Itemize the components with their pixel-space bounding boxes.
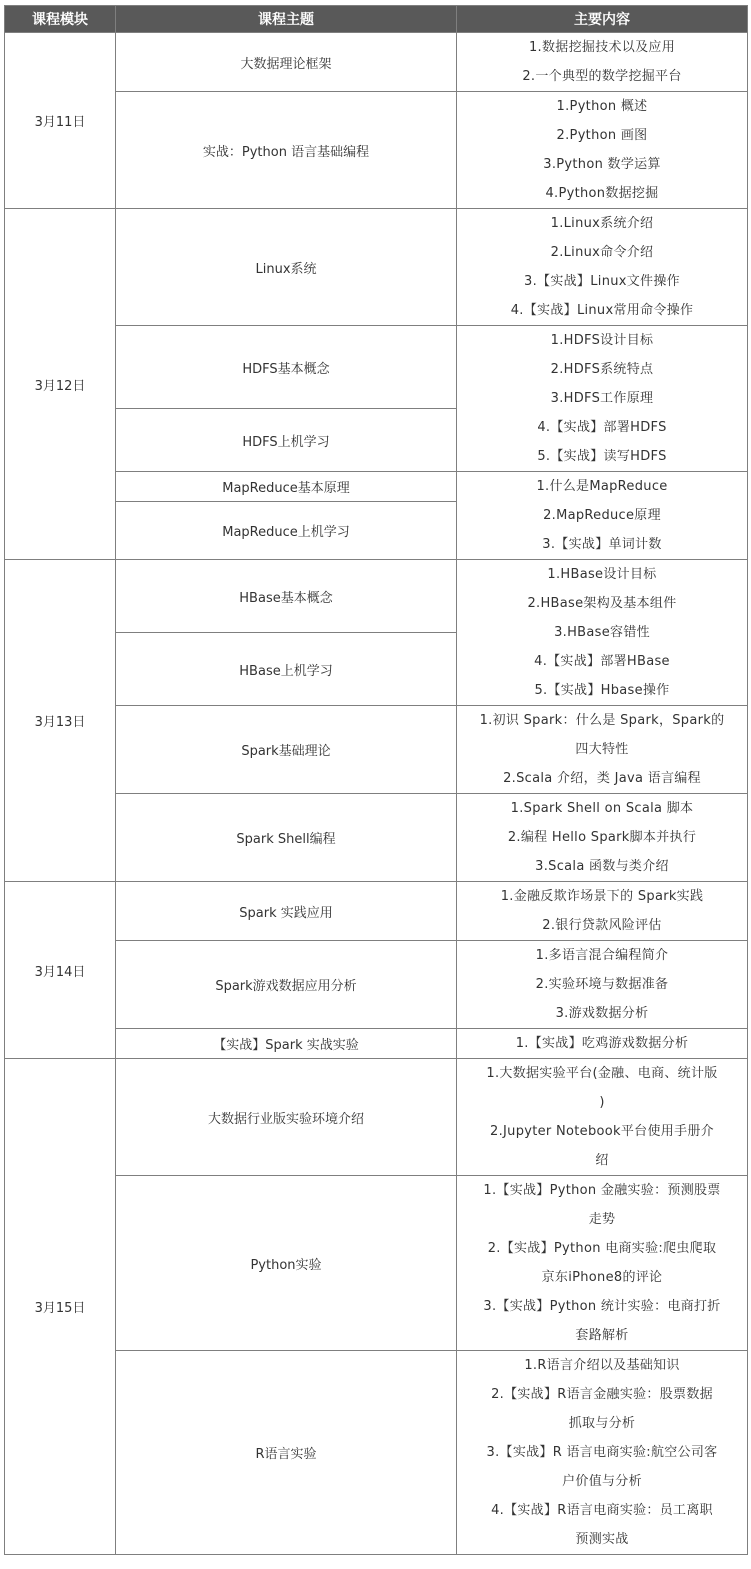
- header-module: 课程模块: [5, 6, 116, 33]
- content-line: 3.Scala 函数与类介绍: [535, 859, 669, 874]
- content-line: 2.【实战】R语言金融实验：股票数据: [491, 1387, 713, 1402]
- content-cell: [457, 33, 748, 92]
- content-line: 3.Python 数学运算: [543, 157, 661, 172]
- topic-cell: HDFS上机学习: [116, 409, 457, 472]
- content-line: 3.游戏数据分析: [555, 1006, 649, 1021]
- content-line: 1.多语言混合编程简介: [535, 948, 669, 963]
- content-line: 5.【实战】读写HDFS: [537, 449, 667, 464]
- content-cell: [457, 209, 748, 326]
- table-row: [5, 1029, 748, 1059]
- content-line: 2.Linux命令介绍: [550, 245, 654, 260]
- content-line: 4.【实战】部署HBase: [534, 654, 670, 669]
- content-line: 3.HDFS工作原理: [550, 391, 654, 406]
- content-line: 2.MapReduce原理: [543, 508, 661, 523]
- content-cell: [457, 882, 748, 941]
- content-cell: [457, 326, 748, 472]
- topic-cell: HDFS基本概念: [116, 326, 457, 409]
- topic-cell: 大数据理论框架: [116, 33, 457, 92]
- header-content: 主要内容: [457, 6, 748, 33]
- topic-cell: Spark游戏数据应用分析: [116, 941, 457, 1029]
- content-line: 3.HBase容错性: [554, 625, 650, 640]
- content-line: 5.【实战】Hbase操作: [534, 683, 670, 698]
- content-line: 2.Python 画图: [556, 128, 648, 143]
- content-line: 1.数据挖掘技术以及应用: [528, 40, 675, 55]
- content-line: 4.【实战】R语言电商实验：员工离职: [491, 1503, 713, 1518]
- table-row: [5, 794, 748, 882]
- content-line: 1.R语言介绍以及基础知识: [524, 1358, 680, 1373]
- topic-cell: Linux系统: [116, 209, 457, 326]
- content-line: 1.HDFS设计目标: [550, 333, 654, 348]
- header-topic: 课程主题: [116, 6, 457, 33]
- topic-cell: 实战：Python 语言基础编程: [116, 92, 457, 209]
- table-row: [5, 941, 748, 1029]
- content-line: 2.HBase架构及基本组件: [527, 596, 677, 611]
- date-cell: 3月13日: [5, 560, 116, 882]
- content-cell: [457, 1059, 748, 1176]
- content-line: 3.【实战】Python 统计实验：电商打折: [483, 1299, 721, 1314]
- content-line: 2.银行贷款风险评估: [542, 918, 662, 933]
- table-row: [5, 560, 748, 633]
- content-line: 3.【实战】R 语言电商实验:航空公司客: [486, 1445, 718, 1460]
- content-line: 1.Spark Shell on Scala 脚本: [510, 801, 694, 816]
- table-row: [5, 1176, 748, 1351]
- content-line: 绍: [595, 1153, 609, 1168]
- content-line: 走势: [588, 1212, 616, 1227]
- content-line: 4.Python数据挖掘: [545, 186, 659, 201]
- content-line: 1.Linux系统介绍: [550, 216, 654, 231]
- table-row: [5, 472, 748, 502]
- content-line: 3.【实战】Linux文件操作: [524, 274, 680, 289]
- header-row: [5, 6, 748, 33]
- topic-cell: R语言实验: [116, 1351, 457, 1555]
- content-line: 1.【实战】吃鸡游戏数据分析: [515, 1036, 689, 1051]
- content-cell: [457, 472, 748, 560]
- table-row: [5, 882, 748, 941]
- content-line: 1.大数据实验平台(金融、电商、统计版: [486, 1066, 718, 1081]
- table-row: [5, 1059, 748, 1176]
- topic-cell: 【实战】Spark 实战实验: [116, 1029, 457, 1059]
- topic-cell: HBase上机学习: [116, 633, 457, 706]
- topic-cell: Spark 实践应用: [116, 882, 457, 941]
- content-line: 2.实验环境与数据准备: [535, 977, 669, 992]
- content-line: 套路解析: [575, 1328, 629, 1343]
- content-line: 1.【实战】Python 金融实验：预测股票: [483, 1183, 721, 1198]
- content-cell: [457, 1351, 748, 1555]
- content-cell: [457, 706, 748, 794]
- content-cell: [457, 560, 748, 706]
- topic-cell: HBase基本概念: [116, 560, 457, 633]
- content-line: 1.什么是MapReduce: [536, 479, 668, 494]
- topic-cell: MapReduce上机学习: [116, 502, 457, 560]
- table-row: [5, 33, 748, 92]
- content-line: 抓取与分析: [568, 1416, 636, 1431]
- content-line: 2.【实战】Python 电商实验:爬虫爬取: [487, 1241, 717, 1256]
- content-line: 2.HDFS系统特点: [550, 362, 654, 377]
- table-row: [5, 1351, 748, 1555]
- content-line: 4.【实战】Linux常用命令操作: [510, 303, 694, 318]
- content-line: 2.Scala 介绍，类 Java 语言编程: [503, 771, 701, 786]
- table-row: [5, 209, 748, 326]
- content-line: ): [599, 1095, 605, 1110]
- topic-cell: Python实验: [116, 1176, 457, 1351]
- content-line: 1.初识 Spark：什么是 Spark，Spark的: [479, 713, 725, 728]
- date-cell: 3月15日: [5, 1059, 116, 1555]
- content-line: 户价值与分析: [562, 1474, 642, 1489]
- content-cell: [457, 794, 748, 882]
- content-line: 2.一个典型的数学挖掘平台: [522, 69, 682, 84]
- course-schedule-table: [4, 5, 748, 1555]
- table-row: [5, 706, 748, 794]
- content-line: 1.Python 概述: [556, 99, 648, 114]
- table-row: [5, 92, 748, 209]
- date-cell: 3月11日: [5, 33, 116, 209]
- content-line: 2.编程 Hello Spark脚本并执行: [507, 830, 697, 845]
- content-cell: [457, 941, 748, 1029]
- content-line: 京东iPhone8的评论: [541, 1270, 663, 1285]
- content-line: 四大特性: [575, 742, 629, 757]
- topic-cell: Spark基础理论: [116, 706, 457, 794]
- date-cell: 3月14日: [5, 882, 116, 1059]
- content-line: 4.【实战】部署HDFS: [537, 420, 667, 435]
- content-line: 1.HBase设计目标: [547, 567, 657, 582]
- content-cell: [457, 92, 748, 209]
- content-line: 2.Jupyter Notebook平台使用手册介: [490, 1124, 714, 1139]
- content-line: 1.金融反欺诈场景下的 Spark实践: [500, 889, 704, 904]
- date-cell: 3月12日: [5, 209, 116, 560]
- topic-cell: MapReduce基本原理: [116, 472, 457, 502]
- topic-cell: 大数据行业版实验环境介绍: [116, 1059, 457, 1176]
- table-row: [5, 326, 748, 409]
- topic-cell: Spark Shell编程: [116, 794, 457, 882]
- content-cell: [457, 1176, 748, 1351]
- content-line: 预测实战: [575, 1532, 629, 1547]
- content-cell: [457, 1029, 748, 1059]
- content-line: 3.【实战】单词计数: [542, 537, 662, 552]
